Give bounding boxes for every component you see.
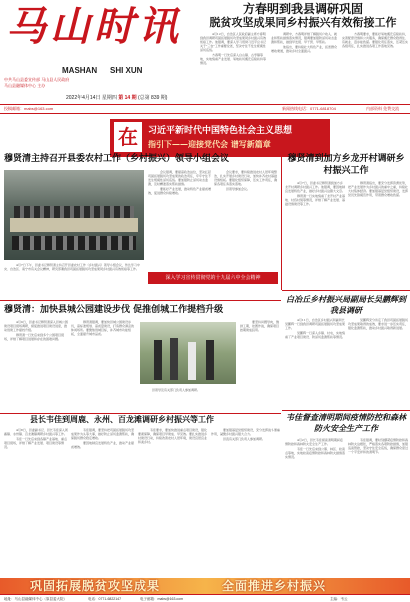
date-line — [66, 94, 167, 101]
divider-horizontal-1 — [0, 300, 281, 301]
top-info-bar — [0, 104, 410, 114]
banner-line1: 习近平新时代中国特色社会主义思想 — [148, 126, 293, 136]
article5-body-col4: 要加强基层党组织建设，充分发挥战斗堡垒作用，凝聚乡村振兴强大合力。 县直有关部门负责人参加调研。 — [211, 428, 281, 441]
article3-body-bottom: 县领导及有关部门负责人参加调研。 — [146, 388, 201, 392]
banner-zai: 在 — [114, 122, 142, 152]
article3-body-col1: 4月9日，县委书记穆贤清深入县城公园建设项目现场调研，督促推进项目建设进度，推动创建工作提档升级。 穆贤清一行先后来到多个公园项目现场，详细了解项目进展和存在的困难问题。 — [4, 320, 68, 341]
issue-total: (总第 839 期) — [137, 95, 168, 101]
divider-vertical-1 — [281, 150, 282, 290]
footer-phone: 电话：0771-6822147 — [88, 597, 122, 601]
submission-email: 投稿邮箱：mabs@163.com — [4, 106, 54, 111]
article6-body-col1: 4月2日，县长韦佳督查清明期间疫情防控和森林防火安全生产工作。 韦佳一行先后来到公墓、林区、检查点等地，实地检查疫情防控和森林防火措施落实情况。 — [285, 438, 345, 459]
article4-title[interactable]: 白冶丘乡村振兴局副局长吴鹏辉到我县调研 — [286, 294, 406, 315]
sponsor-line2: 马山县融媒体中心 主办 — [4, 83, 46, 88]
article5-body-col3: 韦佳要求，要加快推进重点项目建设，强化要素保障，确保项目早建成、早见效。要扎实推进乡村建设行动，持续改善农村人居环境，建设宜居宜业和美乡村。 — [138, 428, 208, 444]
divider-horizontal-2 — [282, 290, 410, 291]
article1-body-left: 4月7日下午，县委书记穆贤清主持召开县委农村工作（乡村振兴）领导小组会议，传达学习中央、自治区、南宁市有关会议精神，研究部署我县巩固拓展脱贫攻坚成果同乡村振兴有效衔接等工作。 — [4, 263, 140, 271]
footer-slogan-right: 全面推进乡村振兴 — [222, 579, 327, 593]
article1-photo — [4, 170, 144, 260]
footer-address: 地址：马山县融媒体中心（原县委大院） — [4, 597, 67, 601]
issue-number: 第 14 期 — [118, 95, 137, 101]
internal-tag: 内部资料 免费交流 — [366, 106, 400, 111]
banner-line2: 指引下——迎接党代会 谱写新篇章 — [148, 139, 271, 149]
divider-horizontal-4 — [282, 410, 410, 411]
article1-body-col3: 会议要求，要持续推进农村人居环境整治，扎实开展乡村建设行动，加快补齐农村基础设施短板。要强化组织保障，压实工作责任，确保各项任务落实落地。 县领导参加会议。 — [214, 170, 278, 191]
sponsor-line1: 中共马山县委宣传部 马山县人民政府 — [4, 77, 70, 82]
sponsor-block — [4, 77, 124, 89]
footer-editor: 主编：韦云 — [330, 597, 348, 601]
issue-date: 2022年4月14日 星期四 — [66, 95, 117, 101]
top-headline-line1: 方春明到我县调研巩固 — [242, 2, 363, 16]
top-article-col1: 4月12日，自治区人民政府副主席方春明到我县调研巩固拓展脱贫攻坚成果同乡村振兴有效衔接工作。他强调，要深入学习贯彻习近平总书记关于"三农"工作重要论述，坚决守住不发生规模性返贫底线。 方春明一行先后深入白山镇、古零镇等地，实地察看产业发展、易地扶贫搬迁后续扶持等情况。 — [200, 32, 267, 65]
bottom-info-bar — [0, 594, 410, 602]
article1-body-col2: 会议强调，要提高政治站位，坚决扛起巩固拓展脱贫攻坚成果的政治责任，牢牢守住不发生规模性返贫底线。要加强防止返贫动态监测，及时精准落实帮扶措施。 要抓好产业发展，推动特色产业提质增效，促进群众持续增收。 — [148, 170, 212, 195]
article6-title[interactable]: 韦佳督查清明期间疫情防控和森林防火安全生产工作 — [286, 412, 406, 433]
article4-body-col2: 吴鹏辉充分肯定了我县巩固拓展脱贫攻坚成果取得的成效，要求进一步压实责任，强化监测帮扶，推动乡村振兴取得新进展。 — [348, 318, 408, 330]
article3-body-col3: 要坚持问题导向，倒排工期，挂图作战，确保项目按期建成投用。 — [240, 320, 280, 332]
masthead-pinyin-right: SHI XUN — [110, 66, 143, 75]
article3-photo — [140, 322, 236, 384]
top-headline[interactable] — [200, 2, 406, 29]
article5-title[interactable]: 县长韦佳到周鹿、永州、百龙滩调研乡村振兴等工作 — [30, 414, 214, 424]
article3-title[interactable]: 穆贤清：加快县城公园建设步伐 促推创城工作提档升级 — [4, 305, 224, 315]
footer-email: 电子邮箱：mabs@163.com — [140, 597, 184, 601]
article5-body-col1: 4月8日，县委副书记、县长韦佳深入周鹿镇、永州镇、百龙滩镇调研乡村振兴等工作。 韦佳一行先后来到各镇产业基地、重点项目现场，详细了解产业发展、项目建设等情况。 — [4, 428, 68, 449]
footer-slogan-left: 巩固拓展脱贫攻坚成果 — [30, 579, 161, 593]
news-hotline: 新闻热线电话：0771-6818704 — [282, 106, 336, 111]
article6-body-col2: 韦佳强调，要时刻绷紧疫情防控和森林防火这根弦，严格落实各项防控措施，加强巡查管控，坚决守住安全底线，确保群众度过一个平安祥和的清明节。 — [348, 438, 408, 454]
article3-body-col2: 穆贤清强调，要加快县城公园建设步伐，高标准规划、高质量建设，打造群众满意的休闲场所。要聚焦创城目标，补齐城市功能短板，全面提升城市品质。 — [71, 320, 135, 336]
masthead-pinyin-left: MASHAN — [62, 66, 98, 75]
masthead-title: 马山时讯 — [6, 3, 182, 50]
theme-banner — [110, 119, 330, 157]
article4-body-col1: 4月11日，自治区乡村振兴局副局长吴鹏辉一行到我县调研巩固拓展脱贫攻坚成果工作。 吴鹏辉一行深入乡镇、村屯，实地察看了产业项目建设、防返贫监测帮扶等情况。 — [285, 318, 345, 339]
article1-title[interactable]: 穆贤清主持召开县委农村工作（乡村振兴）领导小组会议 — [4, 154, 230, 164]
article2-body-col1: 4月7日，县委书记穆贤清到加方乡龙开村调研乡村振兴工作。他强调，要因地制宜发展特色产业，做好乡村振兴这篇大文章。 穆贤清一行实地察看了龙开村产业基地、村容村貌等情况，详细了解产业发展、基础设施建设等工作。 — [285, 181, 345, 206]
article5-body-col2: 韦佳强调，要坚持把巩固拓展脱贫攻坚成果作为头等大事，做好防止返贫监测帮扶，确保脱贫群众稳定增收。 要因地制宜发展特色产业，推动产业提质增效。 — [71, 428, 135, 449]
article1-caption-banner: 深入学习宣传贯彻党的十九届六中全会精神 — [148, 272, 278, 284]
article2-title[interactable]: 穆贤清到加方乡龙开村调研乡村振兴工作 — [287, 154, 405, 176]
top-article-col3: 方春明要求，要抓好易地搬迁后续扶持，完善配套设施和公共服务，确保搬迁群众稳得住、有就业、逐步能致富。要强化责任落实，压紧压实各级责任，扎实推进各项工作落地见效。 — [342, 32, 408, 48]
top-headline-line2: 脱贫攻坚成果同乡村振兴有效衔接工作 — [209, 16, 397, 29]
article2-body-col2: 穆贤清指出，要充分发挥资源优势，把产业发展作为乡村振兴的重中之重，持续壮大村集体经济。要加强基层党组织建设，发挥党员先锋模范作用，带领群众增收致富。 — [348, 181, 408, 197]
footer-slogan-banner — [0, 578, 410, 594]
top-article-col2: 调研中，方春明详细了解脱贫户收入、就业和帮扶措施落实情况，强调要加强防返贫动态监测和帮扶，做到早发现、早干预、早帮扶。 他指出，要持续壮大特色产业，拓宽群众增收渠道，推动乡村全面振兴。 — [271, 32, 338, 53]
